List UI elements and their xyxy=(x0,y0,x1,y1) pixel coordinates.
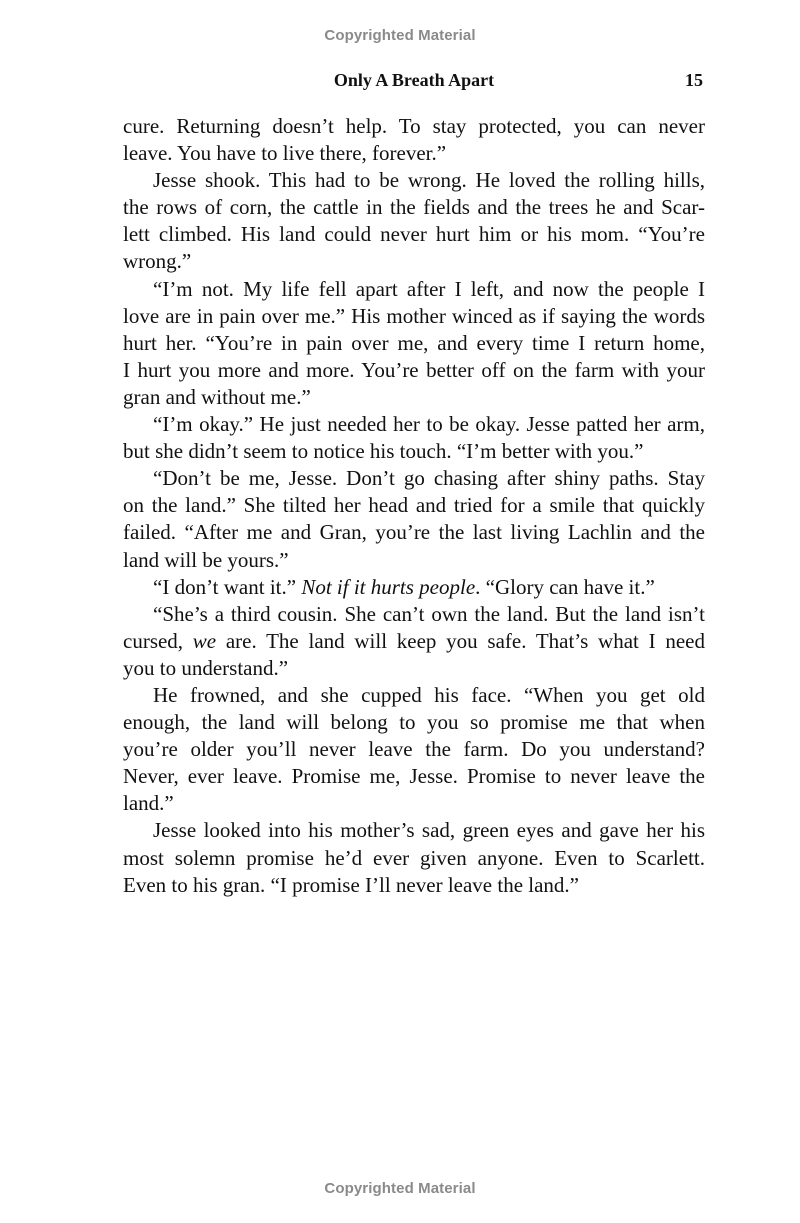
text-run: . “Glory can have it.” xyxy=(475,574,655,599)
watermark-top: Copyrighted Material xyxy=(324,27,476,44)
text-line: “She’s a third cousin. She can’t own the land. But the land isn’t xyxy=(153,601,705,626)
text-line: enough, the land will belong to you so promise me that when xyxy=(123,710,705,735)
text-line: leave. You have to live there, forever.” xyxy=(123,141,447,166)
text-line: Never, ever leave. Promise me, Jesse. Promise to never leave the xyxy=(123,764,705,789)
text-line: you to understand.” xyxy=(123,655,289,680)
text-line: wrong.” xyxy=(123,249,192,274)
text-line: hurt her. “You’re in pain over me, and every time I return home, xyxy=(123,330,705,355)
text-line xyxy=(123,628,705,655)
text-line: you’re older you’ll never leave the farm. Do you understand? xyxy=(123,737,705,762)
text-line: Even to his gran. “I promise I’ll never leave the land.” xyxy=(123,872,579,897)
text-line: “I’m not. My life fell apart after I left, and now the people I xyxy=(153,276,705,301)
running-header xyxy=(123,70,705,96)
text-line: “I’m okay.” He just needed her to be okay. Jesse patted her arm, xyxy=(153,412,705,437)
text-line: Jesse shook. This had to be wrong. He loved the rolling hills, xyxy=(153,168,705,193)
running-title: Only A Breath Apart xyxy=(333,70,495,90)
text-run: cursed, xyxy=(123,628,193,653)
text-line: most solemn promise he’d ever given anyone. Even to Scarlett. xyxy=(123,845,705,870)
body-text xyxy=(123,113,705,899)
text-line: love are in pain over me.” His mother winced as if saying the words xyxy=(123,303,705,328)
page-number: 15 xyxy=(685,70,703,90)
text-line: cure. Returning doesn’t help. To stay protected, you can never xyxy=(123,114,705,138)
text-line: land will be yours.” xyxy=(123,547,289,572)
text-run: “I don’t want it.” xyxy=(153,574,302,599)
text-line: I hurt you more and more. You’re better off on the farm with your xyxy=(123,357,705,382)
watermark-bottom: Copyrighted Material xyxy=(324,1180,476,1197)
text-line: “Don’t be me, Jesse. Don’t go chasing after shiny paths. Stay xyxy=(153,466,705,491)
text-line: Jesse looked into his mother’s sad, green eyes and gave her his xyxy=(153,818,705,843)
text-run: are. The land will keep you safe. That’s what I need xyxy=(216,628,705,653)
text-line xyxy=(123,574,705,601)
text-line: on the land.” She tilted her head and tried for a smile that quickly xyxy=(123,493,705,518)
text-line: but she didn’t seem to notice his touch. “I’m better with you.” xyxy=(123,439,644,464)
italic-text-run: we xyxy=(192,628,217,653)
italic-text-run: Not if it hurts people xyxy=(301,574,476,599)
text-line: the rows of corn, the cattle in the fields and the trees he and Scar- xyxy=(123,195,705,220)
text-line: He frowned, and she cupped his face. “When you get old xyxy=(153,682,705,707)
text-line: gran and without me.” xyxy=(123,384,311,409)
text-line: land.” xyxy=(123,791,174,816)
text-line: failed. “After me and Gran, you’re the last living Lachlin and the xyxy=(123,520,705,545)
text-line: lett climbed. His land could never hurt him or his mom. “You’re xyxy=(123,222,705,247)
